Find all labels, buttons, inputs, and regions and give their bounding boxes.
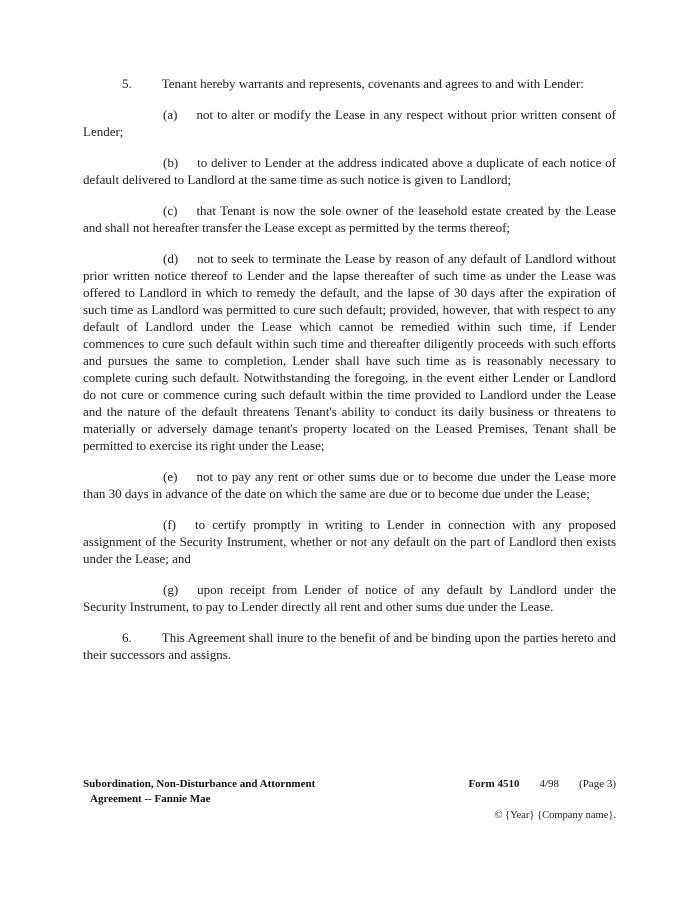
paragraph-5 [83,75,616,92]
form-date: 4/98 [539,778,560,790]
clause-label: (g) [163,582,179,597]
clause-label: (a) [163,107,178,122]
clause-text: not to alter or modify the Lease in any respect without prior written consent of Lender; [83,107,616,139]
clause-label: (d) [163,251,179,266]
footer-title-line1: Subordination, Non-Disturbance and Attornment [83,778,316,790]
paragraph-text: This Agreement shall inure to the benefit of and be binding upon the parties hereto and their successors and assigns. [83,630,616,662]
clause-f [83,516,616,567]
page-footer [83,777,616,823]
paragraph-text: Tenant hereby warrants and represents, covenants and agrees to and with Lender: [161,76,584,91]
clause-text: to deliver to Lender at the address indicated above a duplicate of each notice of default delivered to Landlord at the same time as such notice is given to Landlord; [83,155,616,187]
clause-text: that Tenant is now the sole owner of the leasehold estate created by the Lease and shall not hereafter transfer the Lease except as permitted by the terms thereof; [83,203,616,235]
form-number: Form 4510 [468,778,520,790]
clause-text: not to seek to terminate the Lease by reason of any default of Landlord without prior written notice thereof to Lender and the lapse thereafter of such time as under the Lease was offered to Landlord in which to remedy the default, and the lapse of 30 days after the expiration of such time as Landlord was permitted to cure such default; provided, however, that with respect to any default of Landlord under the Lease which cannot be remedied within such time, if Lender commences to cure such default within such time and thereafter diligently proceeds with such efforts and pursues the same to completion, Lender shall have such time as is reasonably necessary to complete curing such default. Notwithstanding the foregoing, in the event either Lender or Landlord do not cure or commence curing such default within the time provided to Landlord under the Lease and the nature of the default threatens Tenant's ability to conduct its daily business or threatens to materially or adversely damage tenant's property located on the Leased Premises, Tenant shall be permitted to exercise its right under the Lease; [83,251,616,453]
clause-text: to certify promptly in writing to Lender in connection with any proposed assignment of the Security Instrument, whether or not any default on the part of Landlord then exists under the Lease; and [83,517,616,566]
document-body [83,75,616,663]
paragraph-number: 5. [122,76,132,91]
clause-a [83,106,616,140]
footer-document-title [83,777,315,807]
clause-label: (c) [163,203,178,218]
clause-e [83,468,616,502]
clause-label: (b) [163,155,179,170]
paragraph-number: 6. [122,630,132,645]
footer-form-info [468,777,616,792]
footer-title-line2: Agreement -- Fannie Mae [90,793,211,805]
page-number: (Page 3) [579,778,616,790]
clause-text: upon receipt from Lender of notice of any default by Landlord under the Security Instrument, to pay to Lender directly all rent and other sums due under the Lease. [83,582,616,614]
clause-c [83,202,616,236]
clause-d [83,250,616,454]
clause-b [83,154,616,188]
clause-g [83,581,616,615]
clause-label: (e) [163,469,178,484]
copyright-notice: © {Year} {Company name}. [494,810,616,821]
clause-label: (f) [163,517,176,532]
clause-text: not to pay any rent or other sums due or to become due under the Lease more than 30 days in advance of the date on which the same are due or to become due under the Lease; [83,469,616,501]
paragraph-6 [83,629,616,663]
